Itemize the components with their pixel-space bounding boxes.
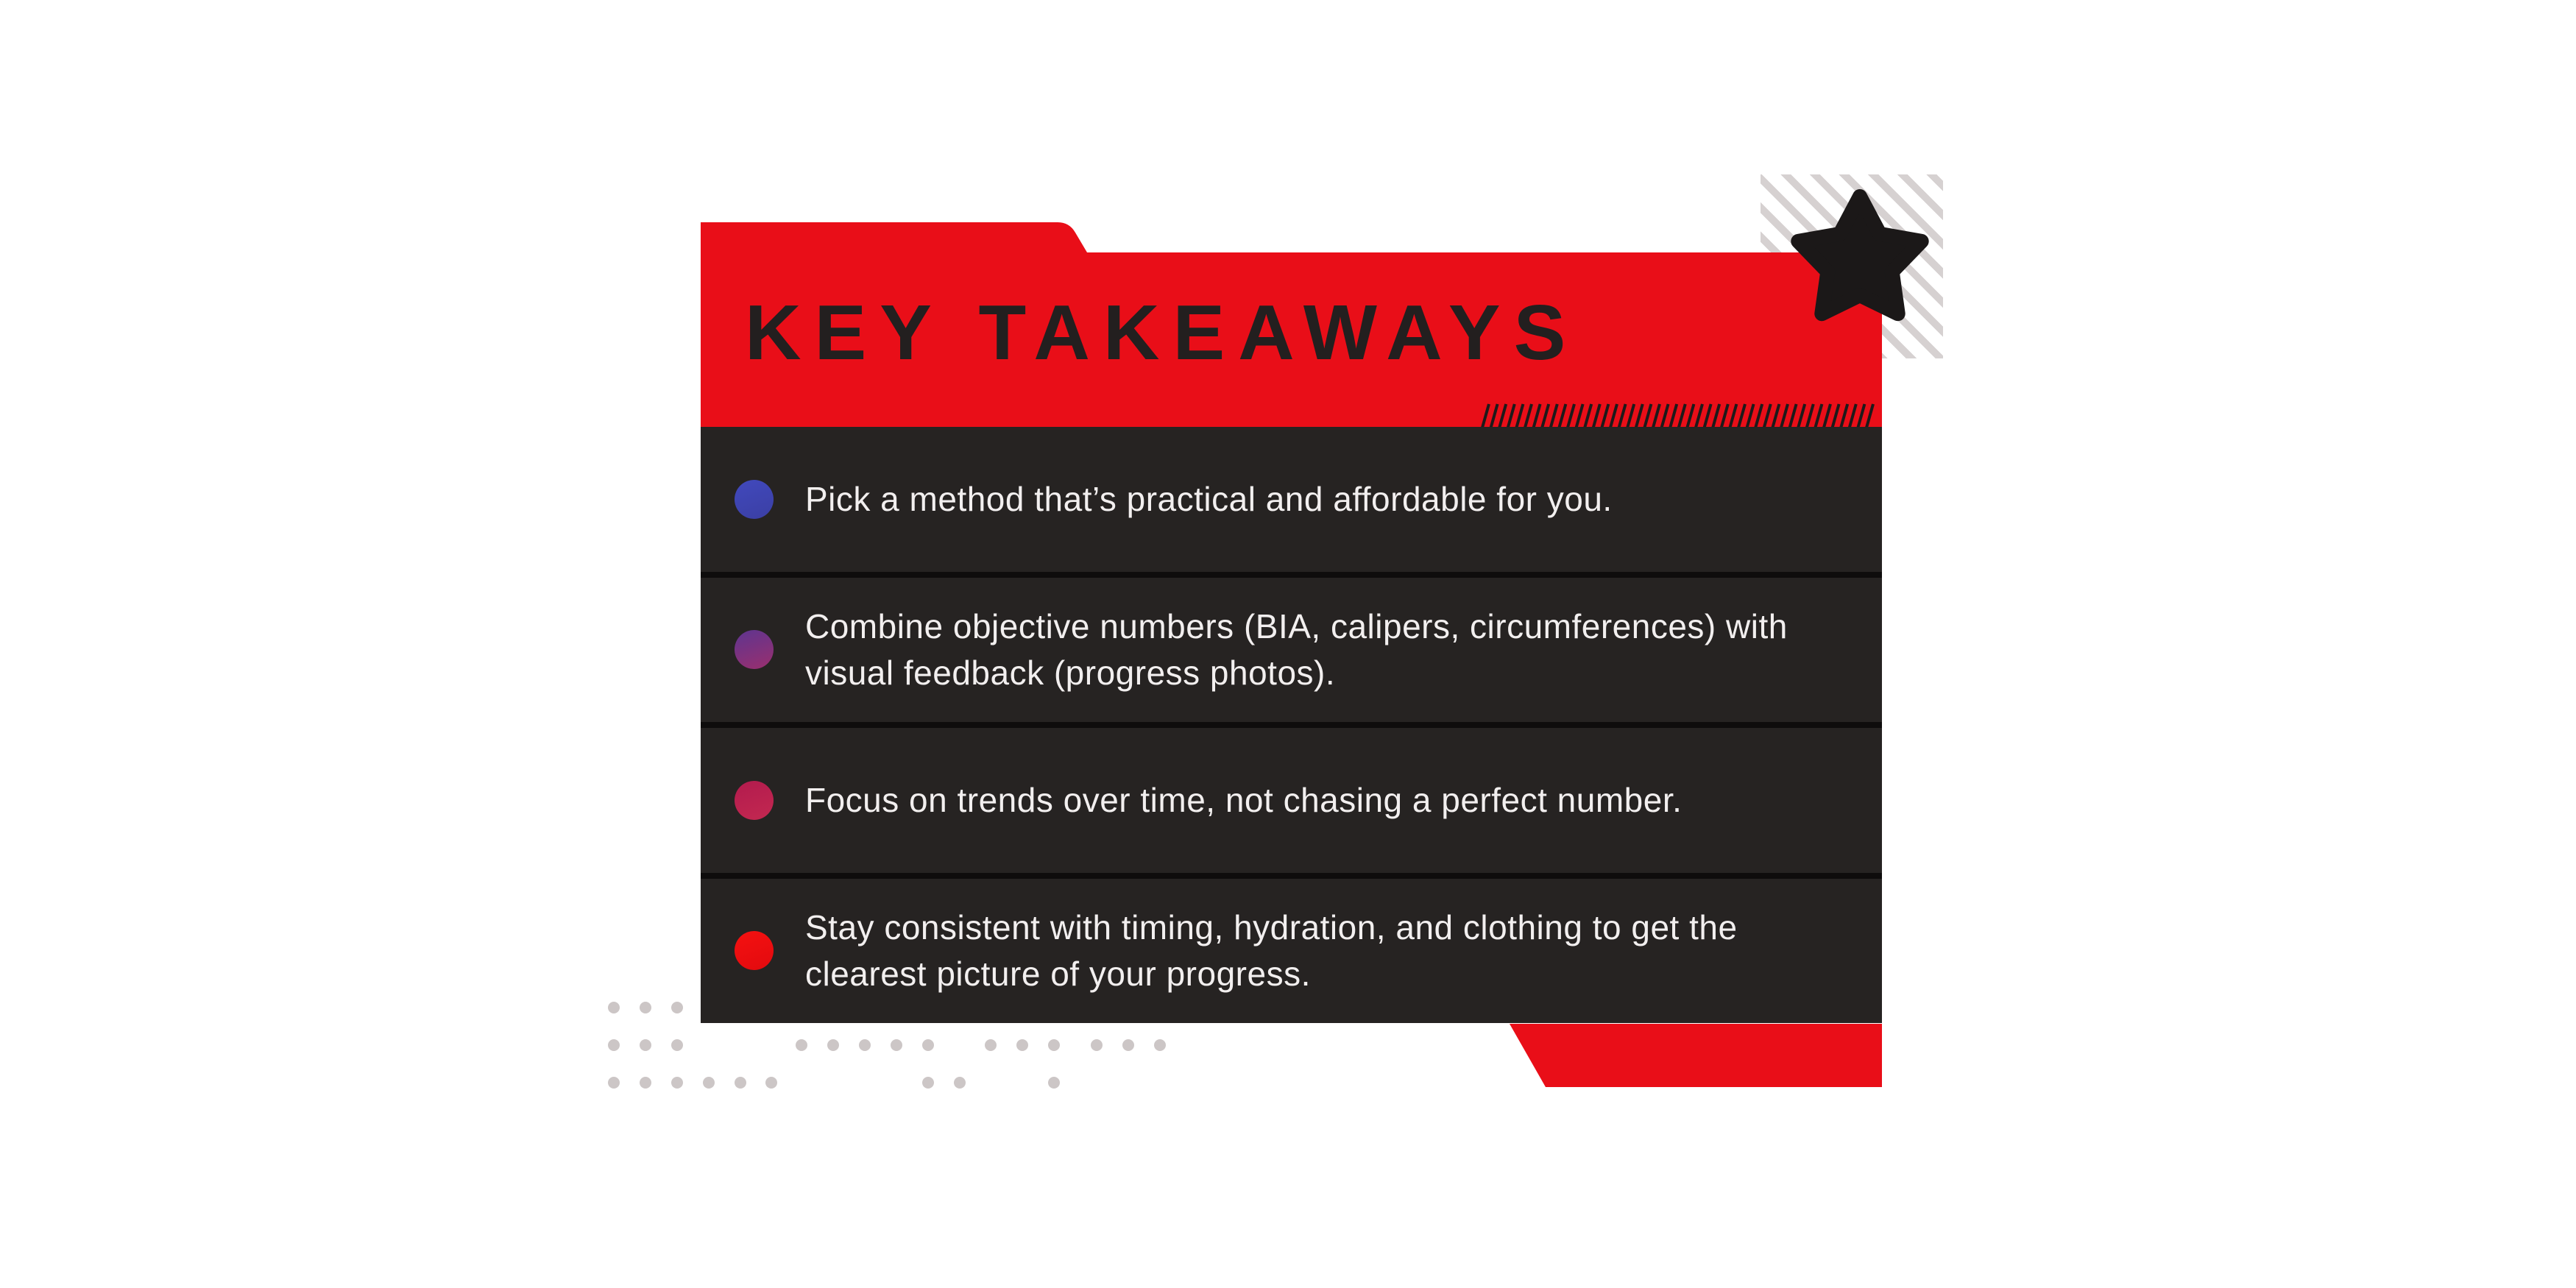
red-accent-shape — [1510, 1024, 1882, 1087]
bullet-dot — [735, 630, 774, 669]
takeaway-text: Stay consistent with timing, hydration, and clothing to get the clearest picture of your progress. — [805, 907, 1738, 993]
takeaway-text: Combine objective numbers (BIA, calipers, circumferences) with visual feedback (progress photos). — [805, 606, 1788, 692]
takeaways-panel — [701, 427, 1882, 1023]
bullet-dot — [735, 781, 774, 820]
takeaway-text: Focus on trends over time, not chasing a perfect number. — [805, 780, 1682, 819]
bullet-dot — [735, 480, 774, 519]
takeaway-row — [701, 873, 1882, 1024]
bullet-dot — [735, 931, 774, 970]
takeaway-text: Pick a method that’s practical and affordable for you. — [805, 479, 1613, 518]
page-title: KEY TAKEAWAYS — [745, 289, 1579, 376]
takeaway-row — [701, 427, 1882, 572]
takeaway-row — [701, 722, 1882, 873]
takeaway-row — [701, 572, 1882, 723]
